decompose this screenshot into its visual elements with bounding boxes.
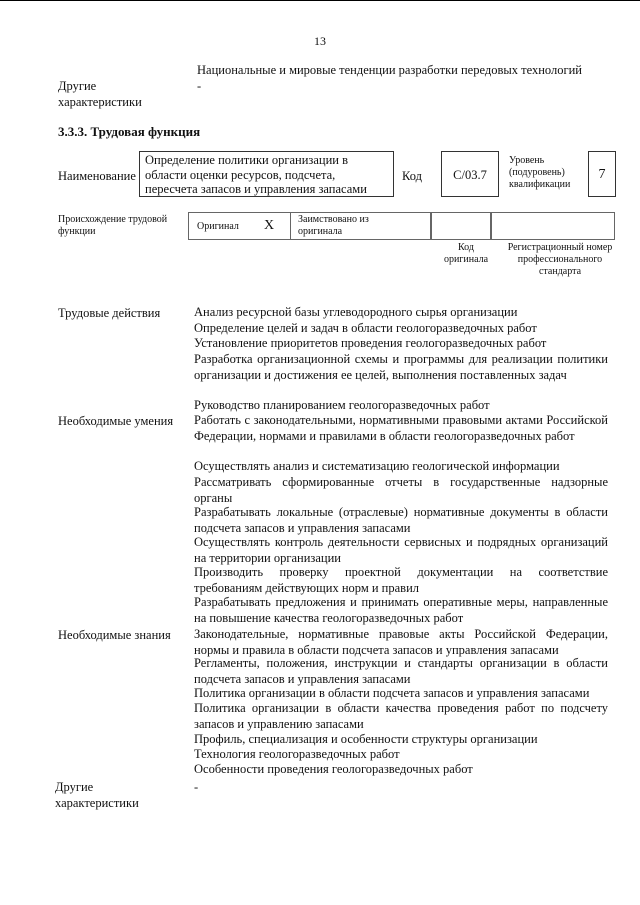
original-label: Оригинал	[197, 221, 239, 232]
knowledge-6: Технология геологоразведочных работ	[194, 747, 400, 761]
labor-action-2: Определение целей и задач в области геологоразведочных работ	[194, 321, 537, 335]
skill-6: Производить проверку проектной документации на соответствие требованиям действующих норм и правил	[194, 565, 608, 595]
origin-divider	[290, 212, 291, 240]
knowledge-7: Особенности проведения геологоразведочных работ	[194, 762, 473, 776]
skill-2: Осуществлять анализ и систематизацию геологической информации	[194, 459, 560, 473]
skill-1: Работать с законодательными, нормативными правовыми актами Российской Федерации, нормами и правилами в области геологоразведочных работ	[194, 413, 608, 443]
code-box	[441, 151, 499, 197]
knowledge-label: Необходимые знания	[58, 628, 171, 642]
level-box	[588, 151, 616, 197]
skill-7: Разрабатывать предложения и принимать оперативные меры, направленные на повышение качества геологоразведочных работ	[194, 595, 608, 625]
knowledge-3: Политика организации в области подсчета запасов и управления запасами	[194, 686, 590, 700]
name-label: Наименование	[58, 169, 136, 183]
top-border-line	[0, 0, 640, 1]
code-original-caption: Код оригинала	[443, 242, 489, 265]
labor-actions-label: Трудовые действия	[58, 306, 161, 320]
reg-number-caption: Регистрационный номер профессионального стандарта	[507, 242, 613, 277]
skills-label: Необходимые умения	[58, 414, 174, 428]
knowledge-1: Законодательные, нормативные правовые акты Российской Федерации, нормы и правила в области подсчета запасов и управления запасами	[194, 627, 608, 657]
original-mark: X	[264, 218, 275, 233]
bottom-other-label: Другие характеристики	[55, 780, 139, 810]
name-box	[139, 151, 394, 197]
skill-3: Рассматривать сформированные отчеты в государственные надзорные органы	[194, 475, 608, 505]
skill-5: Осуществлять контроль деятельности сервисных и подрядных организаций на территории организации	[194, 535, 608, 565]
code-original-box	[431, 212, 491, 240]
page-number: 13	[314, 34, 326, 48]
level-value: 7	[598, 167, 606, 182]
labor-action-1: Анализ ресурсной базы углеводородного сырья организации	[194, 305, 518, 319]
name-value: Определение политики организации в области оценки ресурсов, подсчета, пересчета запасов и управления запасами	[145, 153, 367, 196]
knowledge-5: Профиль, специализация и особенности структуры организации	[194, 732, 538, 746]
knowledge-4: Политика организации в области качества проведения работ по подсчету запасов и управлению запасами	[194, 701, 608, 731]
trend-text: Национальные и мировые тенденции разработки передовых технологий	[197, 63, 582, 77]
labor-action-5: Руководство планированием геологоразведочных работ	[194, 398, 490, 412]
bottom-other-value: -	[194, 780, 199, 794]
reg-number-box	[491, 212, 615, 240]
section-title: 3.3.3. Трудовая функция	[58, 124, 201, 139]
skill-4: Разрабатывать локальные (отраслевые) нормативные документы в области подсчета запасов и управления запасами	[194, 505, 608, 535]
borrowed-label: Заимствовано из оригинала	[298, 214, 369, 237]
knowledge-2: Регламенты, положения, инструкции и стандарты организации в области подсчета запасов и управления запасами	[194, 656, 608, 686]
origin-label: Происхождение трудовой функции	[58, 214, 168, 237]
labor-action-4: Разработка организационной схемы и программы для реализации политики организации и достижения ее целей, выполнения поставленных задач	[194, 352, 608, 382]
other-characteristics-label: Другие характеристики	[58, 79, 142, 109]
other-characteristics-value: -	[197, 79, 202, 93]
labor-action-3: Установление приоритетов проведения геологоразведочных работ	[194, 336, 547, 350]
code-label: Код	[402, 169, 422, 183]
code-value: C/03.7	[453, 168, 487, 182]
level-label: Уровень (подуровень) квалификации	[509, 155, 571, 190]
